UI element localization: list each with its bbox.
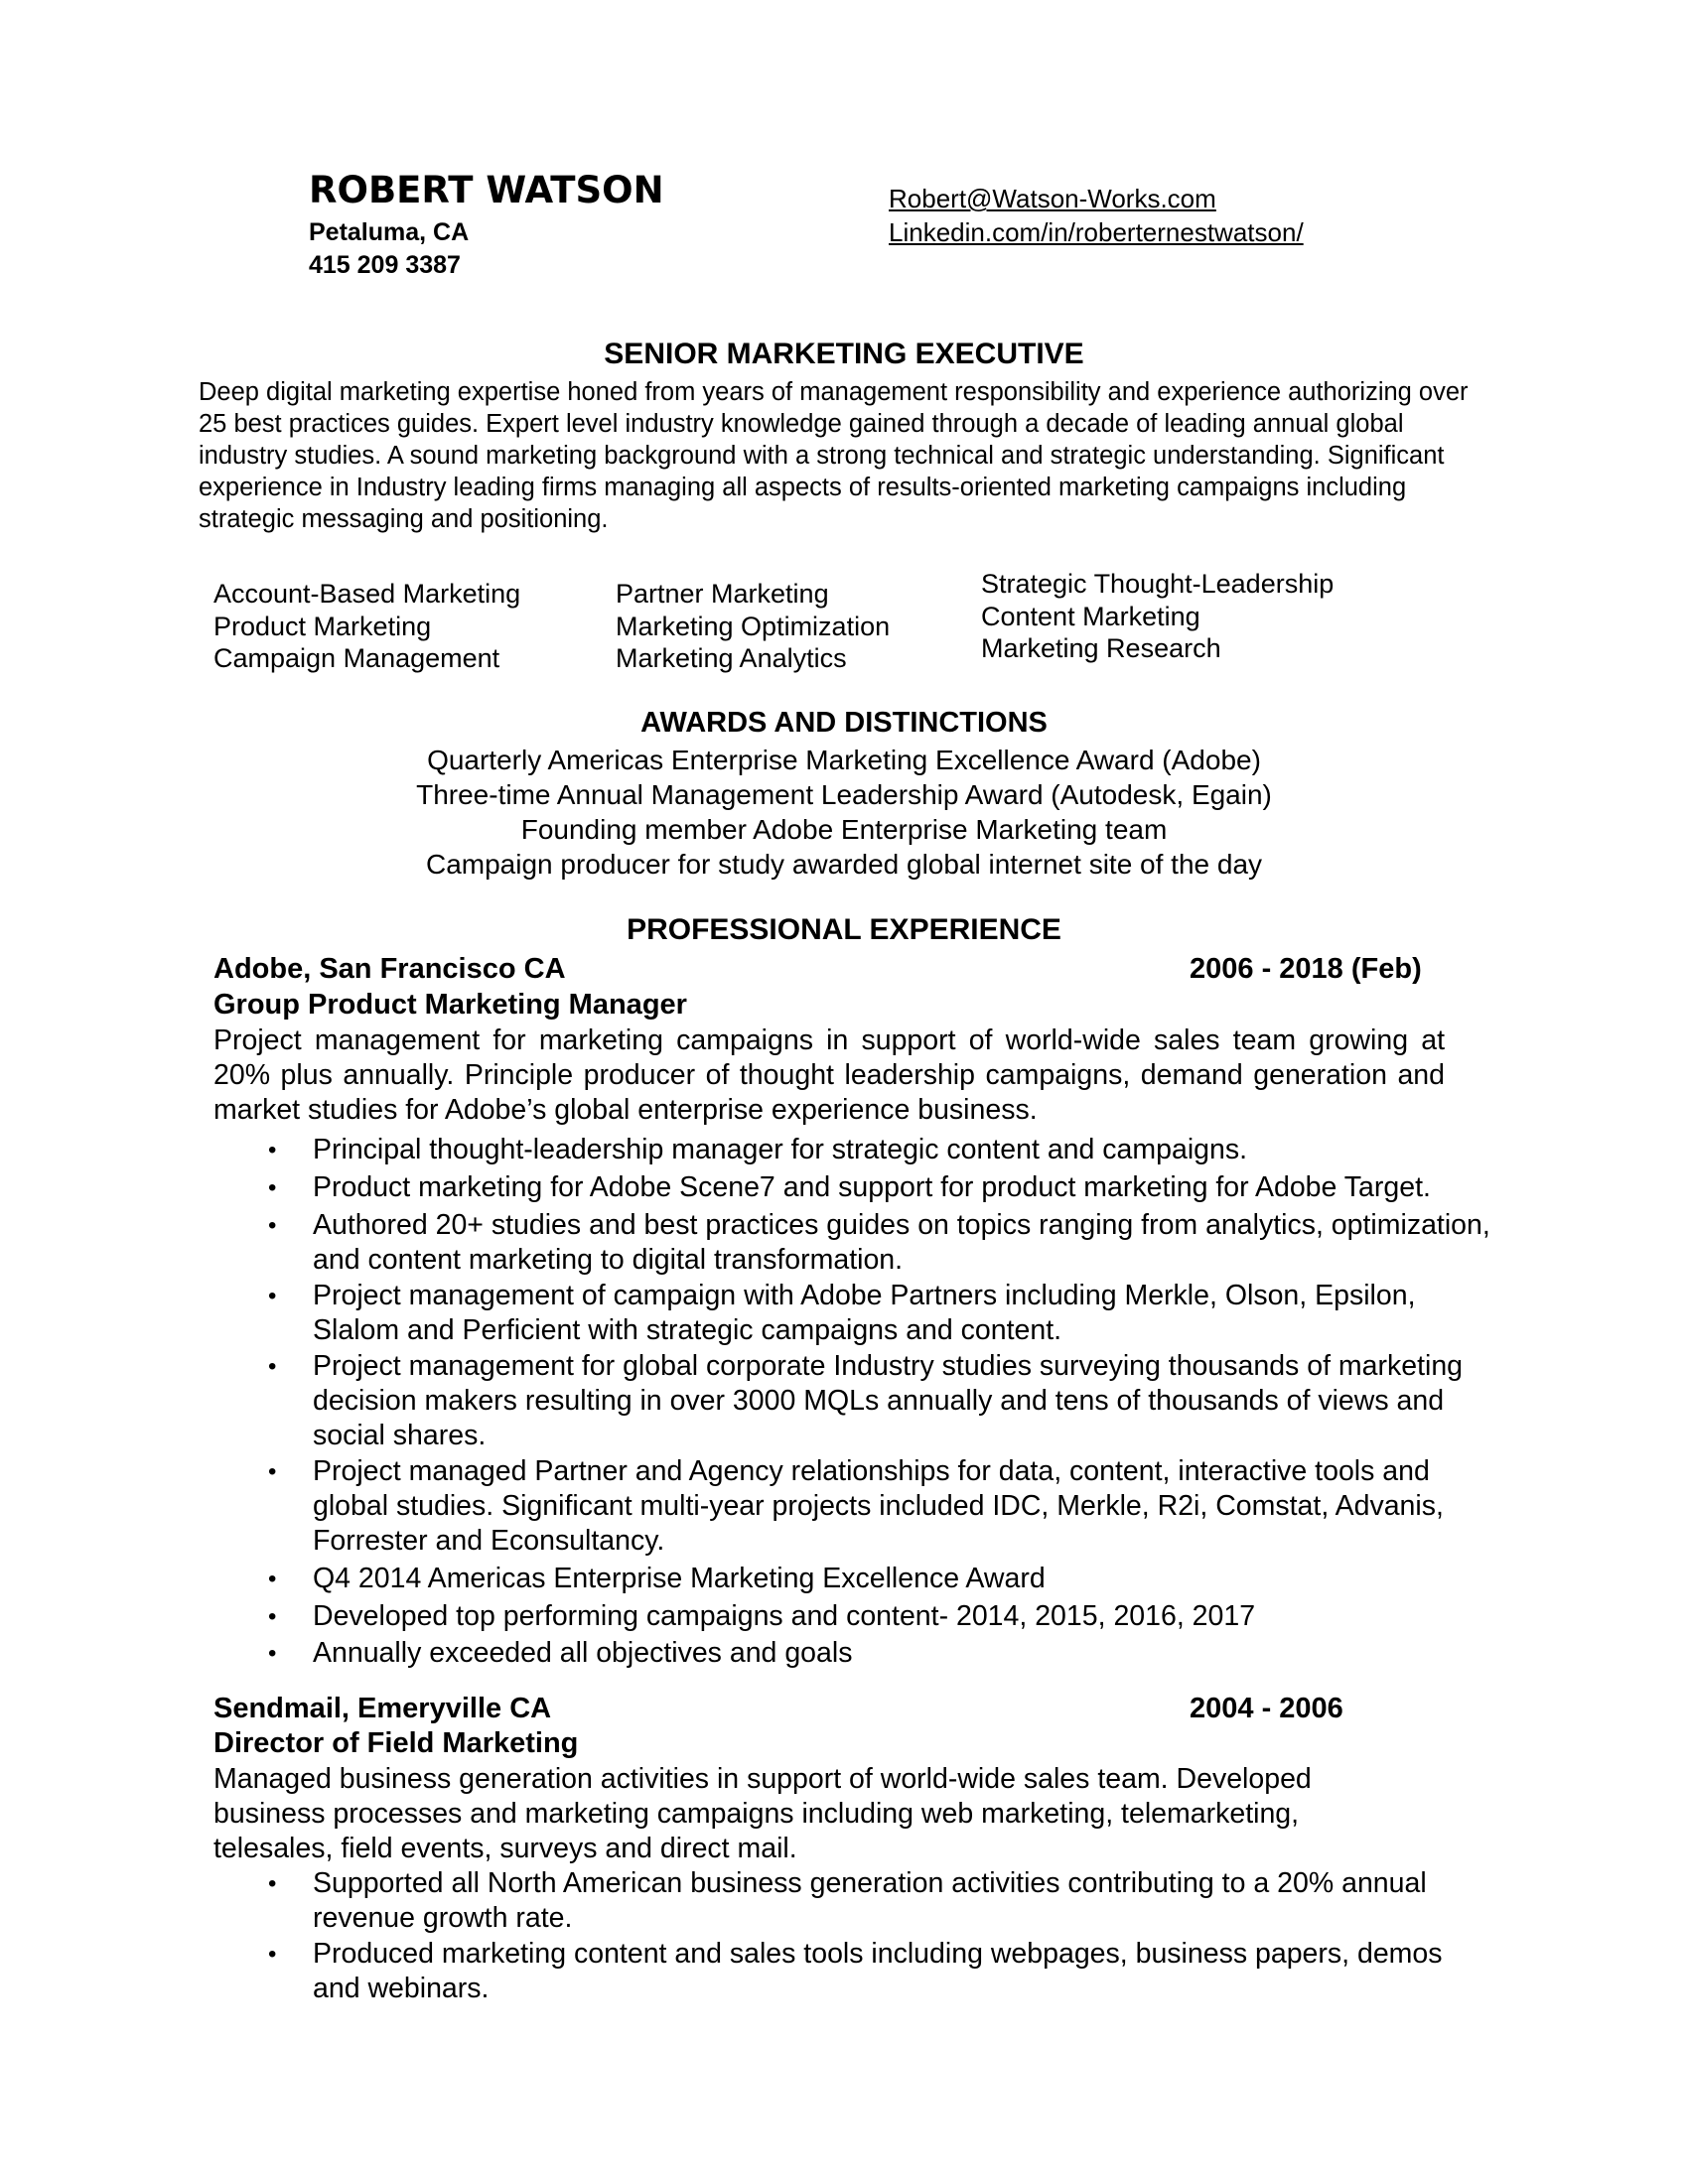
bullet-text: Product marketing for Adobe Scene7 and support for product marketing for Adobe Target. [313,1171,1431,1203]
bullet-item [213,1937,1494,2006]
bullet-icon: • [268,1212,277,1239]
bullet-item [213,1636,1494,1671]
award-item: Quarterly Americas Enterprise Marketing Excellence Award (Adobe) [427,745,1261,775]
bullet-item [213,1562,1494,1596]
skill-item: Partner Marketing [616,579,829,609]
job-bullets [213,1133,1494,1671]
bullet-icon: • [268,1870,277,1897]
phone-number: 415 209 3387 [309,251,461,279]
awards-list [199,743,1489,882]
skill-item: Product Marketing [213,611,432,641]
award-item: Founding member Adobe Enterprise Marketing team [520,814,1168,845]
email-link[interactable]: Robert@Watson-Works.com [889,184,1216,213]
skills-column-3 [981,568,1334,665]
bullet-text: Q4 2014 Americas Enterprise Marketing Excellence Award [313,1563,1046,1594]
bullet-item [213,1454,1494,1559]
bullet-icon: • [268,1283,277,1309]
skill-item: Marketing Analytics [616,643,847,673]
job-company: Adobe, San Francisco CA [213,953,566,985]
location: Petaluma, CA [309,218,470,246]
awards-heading: AWARDS AND DISTINCTIONS [640,707,1048,739]
bullet-icon: • [268,1458,277,1485]
bullet-item [213,1349,1494,1453]
skills-column-1 [213,578,520,675]
bullet-icon: • [268,1566,277,1592]
bullet-text: Project managed Partner and Agency relationships for data, content, interactive tools and global studies. Significant multi-year projects included IDC, Merkle, R2i, Comstat, Advanis, Forrester and Econsultancy. [313,1455,1444,1557]
bullet-item [213,1208,1494,1278]
bullet-item [213,1133,1494,1167]
experience-heading: PROFESSIONAL EXPERIENCE [627,913,1061,946]
job-bullets [213,1866,1494,2006]
summary-heading: SENIOR MARKETING EXECUTIVE [604,338,1084,370]
bullet-item [213,1866,1494,1936]
skill-item: Marketing Research [981,633,1221,663]
bullet-icon: • [268,1353,277,1380]
bullet-text: Principal thought-leadership manager for strategic content and campaigns. [313,1134,1248,1165]
skills-column-2 [616,578,890,675]
bullet-item [213,1279,1494,1348]
summary-text: Deep digital marketing expertise honed from years of management responsibility and experience authorizing over 25 best practices guides. Expert level industry knowledge gained through a decade of leading annual global industry studies. A sound marketing background with a strong technical and strategic understanding. Significant experience in Industry leading firms managing all aspects of results-oriented marketing campaigns including strategic messaging and positioning. [199,378,1469,533]
bullet-item [213,1170,1494,1205]
skill-item: Account-Based Marketing [213,579,521,609]
bullet-icon: • [268,1941,277,1968]
skill-item: Content Marketing [981,601,1200,631]
candidate-name: ROBERT WATSON [309,169,664,211]
bullet-text: Supported all North American business generation activities contributing to a 20% annual revenue growth rate. [313,1867,1427,1934]
job-title: Group Product Marketing Manager [213,989,687,1021]
bullet-text: Annually exceeded all objectives and goals [313,1637,853,1669]
bullet-icon: • [268,1137,277,1163]
bullet-icon: • [268,1174,277,1201]
bullet-icon: • [268,1603,277,1630]
job-description: Managed business generation activities in support of world-wide sales team. Developed business processes and marketing campaigns including web marketing, telemarketing, telesales, field events, surveys and direct mail. [213,1763,1312,1864]
job-company: Sendmail, Emeryville CA [213,1693,552,1724]
bullet-icon: • [268,1640,277,1667]
bullet-text: Authored 20+ studies and best practices guides on topics ranging from analytics, optimization, and content marketing to digital transformation. [313,1209,1490,1276]
award-item: Campaign producer for study awarded global internet site of the day [425,849,1263,880]
linkedin-link[interactable]: Linkedin.com/in/roberternestwatson/ [889,217,1304,247]
skill-item: Campaign Management [213,643,500,673]
bullet-text: Project management of campaign with Adobe Partners including Merkle, Olson, Epsilon, Slalom and Perficient with strategic campaigns and content. [313,1280,1416,1346]
bullet-text: Developed top performing campaigns and content- 2014, 2015, 2016, 2017 [313,1600,1256,1632]
skill-item: Marketing Optimization [616,611,891,641]
job-dates: 2004 - 2006 [1190,1693,1343,1724]
skill-item: Strategic Thought-Leadership [981,569,1335,599]
award-item: Three-time Annual Management Leadership Award (Autodesk, Egain) [416,779,1272,810]
bullet-text: Project management for global corporate Industry studies surveying thousands of marketing decision makers resulting in over 3000 MQLs annually and tens of thousands of views and social shares. [313,1350,1464,1451]
job-dates: 2006 - 2018 (Feb) [1190,953,1422,985]
bullet-item [213,1599,1494,1634]
bullet-text: Produced marketing content and sales tools including webpages, business papers, demos and webinars. [313,1938,1443,2004]
job-description: Project management for marketing campaigns in support of world-wide sales team growing at 20% plus annually. Principle producer of thought leadership campaigns, demand generation and market studies for Adobe’s global enterprise experience business. [213,1024,1445,1126]
job-title: Director of Field Marketing [213,1727,579,1759]
